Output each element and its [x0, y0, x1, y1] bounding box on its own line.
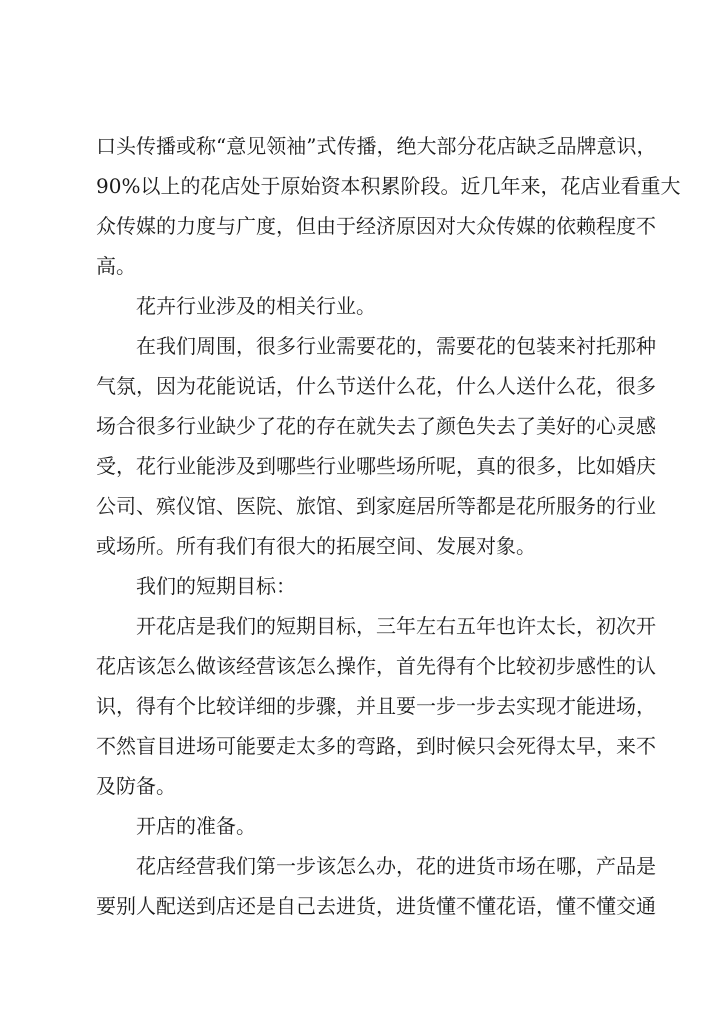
text-line: 开花店是我们的短期目标，三年左右五年也许太长，初次开: [136, 614, 656, 638]
text-line: 或场所。所有我们有很大的拓展空间、发展对象。: [96, 534, 536, 558]
text-line: 在我们周围，很多行业需要花的，需要花的包装来衬托那种: [136, 334, 656, 358]
text-line: 场合很多行业缺少了花的存在就失去了颜色失去了美好的心灵感: [96, 414, 656, 438]
text-line: 花店该怎么做该经营该怎么操作，首先得有个比较初步感性的认: [96, 654, 656, 678]
text-line: 90%以上的花店处于原始资本积累阶段。近几年来，花店业看重大: [96, 174, 681, 198]
text-line: 及防备。: [96, 774, 176, 798]
text-line: 高。: [96, 254, 136, 278]
text-line: 我们的短期目标：: [136, 574, 296, 598]
text-line: 不然盲目进场可能要走太多的弯路，到时候只会死得太早，来不: [96, 734, 656, 758]
text-line: 要别人配送到店还是自己去进货，进货懂不懂花语，懂不懂交通: [96, 894, 656, 918]
text-line: 花卉行业涉及的相关行业。: [136, 294, 376, 318]
text-line: 开店的准备。: [136, 814, 256, 838]
text-line: 受，花行业能涉及到哪些行业哪些场所呢，真的很多，比如婚庆: [96, 454, 656, 478]
text-line: 识，得有个比较详细的步骤，并且要一步一步去实现才能进场，: [96, 694, 656, 718]
text-line: 公司、殡仪馆、医院、旅馆、到家庭居所等都是花所服务的行业: [96, 494, 656, 518]
text-line: 气氛，因为花能说话，什么节送什么花，什么人送什么花，很多: [96, 374, 656, 398]
document-body: [96, 126, 681, 926]
text-line: 口头传播或称“意见领袖”式传播，绝大部分花店缺乏品牌意识，: [96, 134, 657, 158]
text-line: 众传媒的力度与广度，但由于经济原因对大众传媒的依赖程度不: [96, 214, 656, 238]
text-line: 花店经营我们第一步该怎么办，花的进货市场在哪，产品是: [136, 854, 656, 878]
